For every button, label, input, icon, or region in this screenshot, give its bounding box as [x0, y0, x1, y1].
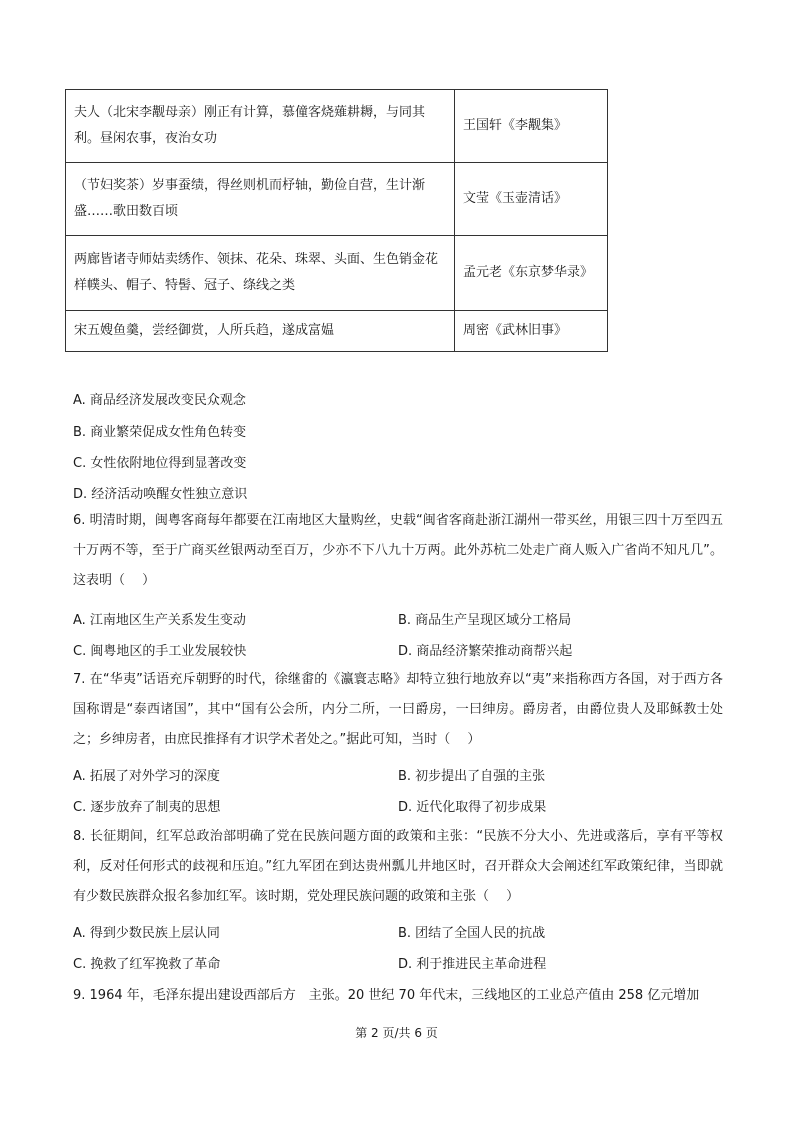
q7-option-d: D. 近代化取得了初步成果	[398, 800, 547, 815]
table-cell-source: 孟元老《东京梦华录》	[455, 236, 608, 311]
table-cell-text: 宋五嫂鱼羹，尝经御赏，人所兵趋，遂成富媪	[66, 311, 455, 352]
table-row	[66, 311, 608, 352]
source-table	[65, 89, 608, 352]
table-row	[66, 163, 608, 236]
q7-option-a: A. 拓展了对外学习的深度	[73, 769, 220, 784]
q8-option-d: D. 利于推进民主革命进程	[398, 957, 547, 972]
page-footer: 第 2 页/共 6 页	[355, 1026, 438, 1040]
q6-stem: 6. 明清时期，闽粤客商每年都要在江南地区大量购丝，史载“闽省客商赴浙江湖州一带买丝，用银三四十万至四五十万两不等，至于广商买丝银两动至百万，少亦不下八九十万两。此外苏杭二处走广商人贩入广省尚不知凡几”。这表明（ ）	[73, 513, 723, 588]
q6-option-a: A. 江南地区生产关系发生变动	[73, 613, 246, 628]
q7-option-b: B. 初步提出了自强的主张	[398, 769, 546, 784]
q9-stem: 9. 1964 年，毛泽东提出建设西部后方 主张。20 世纪 70 年代末，三线地区的工业总产值由 258 亿元增加	[73, 988, 700, 1003]
q5-option-d: D. 经济活动唤醒女性独立意识	[73, 487, 248, 502]
table-row	[66, 90, 608, 163]
q8-option-b: B. 团结了全国人民的抗战	[398, 926, 546, 941]
q6-option-c: C. 闽粤地区的手工业发展较快	[73, 644, 247, 659]
q6-option-d: D. 商品经济繁荣推动商帮兴起	[398, 644, 573, 659]
q8-option-c: C. 挽救了红军挽救了革命	[73, 957, 221, 972]
q7-option-c: C. 逐步放弃了制夷的思想	[73, 800, 221, 815]
table-cell-source: 王国轩《李觏集》	[455, 90, 608, 163]
q5-option-a: A. 商品经济发展改变民众观念	[73, 393, 246, 408]
table-cell-source: 文莹《玉壶清话》	[455, 163, 608, 236]
q5-option-c: C. 女性依附地位得到显著改变	[73, 456, 247, 471]
q5-option-b: B. 商业繁荣促成女性角色转变	[73, 425, 247, 440]
q7-stem: 7. 在“华夷”话语充斥朝野的时代，徐继畬的《瀛寰志略》却特立独行地放弃以“夷”来指称西方各国，对于西方各国称谓是“泰西诸国”，其中“国有公会所，内分二所，一曰爵房，一曰绅房。爵房者，由爵位贵人及耶稣教士处之；乡绅房者，由庶民推择有才识学术者处之。”据此可知，当时（ ）	[73, 672, 723, 747]
table-cell-source: 周密《武林旧事》	[455, 311, 608, 352]
table-cell-text: 两廊皆诸寺师姑卖绣作、领抹、花朵、珠翠、头面、生色销金花样幞头、帽子、特髻、冠子、绦线之类	[66, 236, 455, 311]
q6-option-b: B. 商品生产呈现区域分工格局	[398, 613, 572, 628]
q8-option-a: A. 得到少数民族上层认同	[73, 926, 220, 941]
q8-stem: 8. 长征期间，红军总政治部明确了党在民族问题方面的政策和主张：“民族不分大小、先进或落后，享有平等权利，反对任何形式的歧视和压迫。”红九军团在到达贵州瓢儿井地区时，召开群众大会阐述红军政策纪律，当即就有少数民族群众报名参加红军。该时期，党处理民族问题的政策和主张（ ）	[73, 829, 723, 904]
table-row	[66, 236, 608, 311]
table-cell-text: （节妇奖茶）岁事蚕绩，得丝则机而杼轴，勤俭自营，生计渐盛……歌田数百顷	[66, 163, 455, 236]
table-cell-text: 夫人（北宋李觏母亲）刚正有计算，慕僮客烧薙耕耨，与同其利。昼闲农事，夜治女功	[66, 90, 455, 163]
